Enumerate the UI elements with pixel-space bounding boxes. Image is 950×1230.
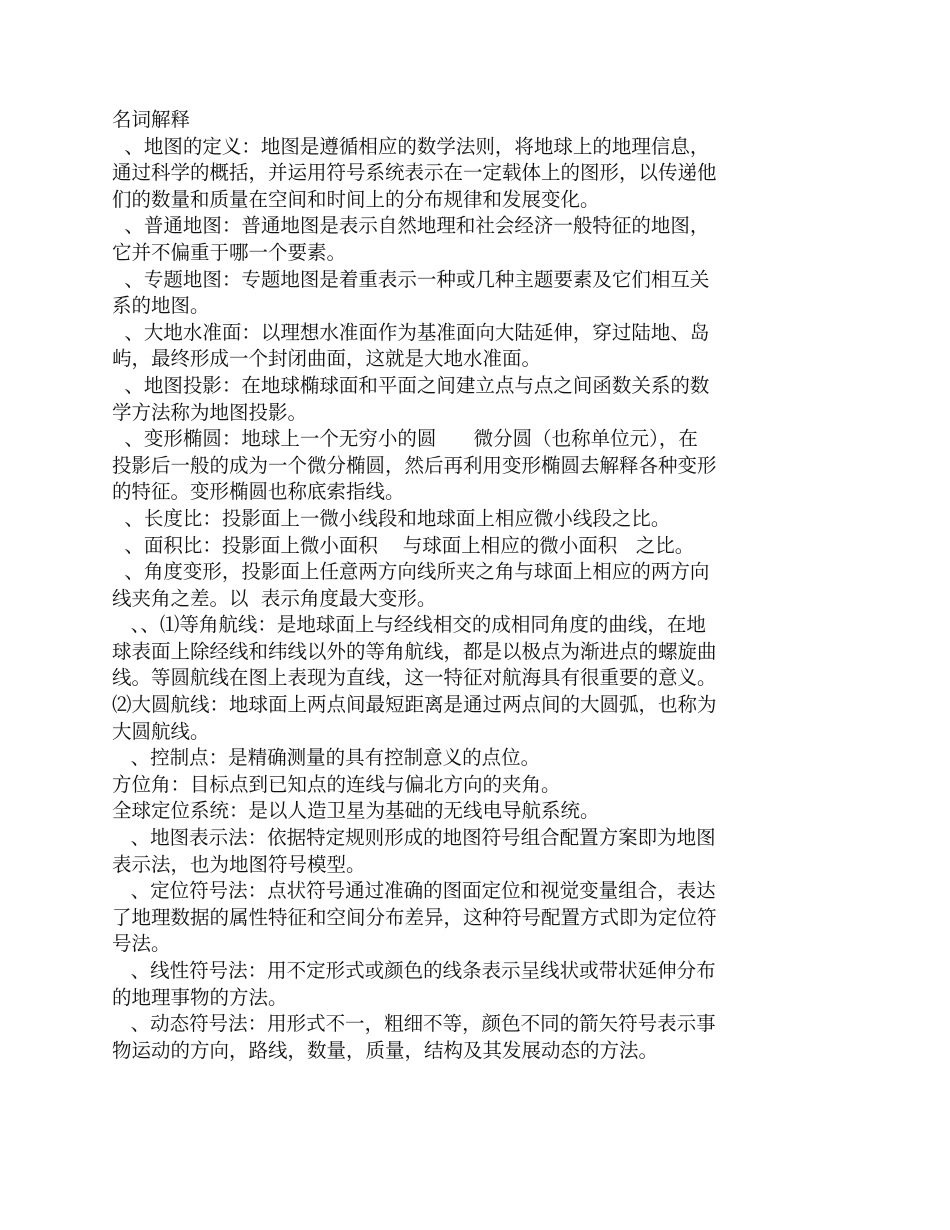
doc-line: ⑵大圆航线：地球面上两点间最短距离是通过两点间的大圆弧，也称为 (112, 693, 717, 717)
doc-line: 的地理事物的方法。 (112, 985, 288, 1009)
doc-line: 、定位符号法：点状符号通过准确的图面定位和视觉变量组合，表达 (112, 879, 716, 903)
document-page (112, 107, 836, 1064)
doc-line: 了地理数据的属性特征和空间分布差异，这种符号配置方式即为定位符 (112, 905, 717, 929)
doc-line: 们的数量和质量在空间和时间上的分布规律和发展变化。 (112, 187, 600, 211)
doc-line: 系的地图。 (112, 294, 210, 318)
doc-line: 球表面上除经线和纬线以外的等角航线，都是以极点为渐进点的螺旋曲 (112, 639, 717, 663)
doc-line: 、角度变形，投影面上任意两方向线所夹之角与球面上相应的两方向 (112, 560, 710, 584)
doc-line: 表示法，也为地图符号模型。 (112, 852, 366, 876)
doc-line: 全球定位系统：是以人造卫星为基础的无线电导航系统。 (112, 799, 600, 823)
doc-line: 、动态符号法：用形式不一，粗细不等，颜色不同的箭矢符号表示事 (112, 1012, 716, 1036)
doc-line: 线。等圆航线在图上表现为直线，这一特征对航海具有很重要的意义。 (112, 666, 717, 690)
doc-line: 大圆航线。 (112, 719, 210, 743)
doc-line: 投影后一般的成为一个微分椭圆，然后再利用变形椭圆去解释各种变形 (112, 453, 717, 477)
doc-line: 、大地水准面：以理想水准面作为基准面向大陆延伸，穿过陆地、岛 (112, 320, 710, 344)
doc-line: 、变形椭圆：地球上一个无穷小的圆 微分圆（也称单位元），在 (112, 427, 698, 451)
doc-line: 、长度比：投影面上一微小线段和地球面上相应微小线段之比。 (112, 506, 671, 530)
doc-line: 、、⑴等角航线：是地球面上与经线相交的成相同角度的曲线，在地 (112, 613, 706, 637)
doc-line: 通过科学的概括，并运用符号系统表示在一定载体上的图形，以传递他 (112, 161, 717, 185)
doc-line: 、控制点：是精确测量的具有控制意义的点位。 (112, 746, 541, 770)
doc-line: 屿，最终形成一个封闭曲面，这就是大地水准面。 (112, 347, 542, 371)
doc-line: 、地图投影：在地球椭球面和平面之间建立点与点之间函数关系的数 (112, 373, 710, 397)
doc-line: 线夹角之差。以 表示角度最大变形。 (112, 586, 437, 610)
doc-line: 、线性符号法：用不定形式或颜色的线条表示呈线状或带状延伸分布 (112, 959, 716, 982)
doc-line: 、地图的定义：地图是遵循相应的数学法则，将地球上的地理信息， (112, 134, 710, 158)
doc-line: 方位角：目标点到已知点的连线与偏北方向的夹角。 (112, 772, 561, 796)
doc-line: 的特征。变形椭圆也称底索指线。 (112, 480, 405, 504)
doc-line: 、地图表示法：依据特定规则形成的地图符号组合配置方案即为地图 (112, 826, 716, 850)
doc-line: 它并不偏重于哪一个要素。 (112, 240, 347, 264)
doc-heading: 名词解释 (112, 108, 191, 131)
doc-line: 、专题地图：专题地图是着重表示一种或几种主题要素及它们相互关 (112, 267, 710, 291)
doc-line: 、面积比：投影面上微小面积 与球面上相应的微小面积 之比。 (112, 533, 695, 557)
doc-line: 号法。 (112, 932, 171, 956)
doc-line: 学方法称为地图投影。 (112, 400, 308, 424)
doc-line: 、普通地图：普通地图是表示自然地理和社会经济一般特征的地图， (112, 214, 710, 238)
doc-line: 物运动的方向，路线，数量，质量，结构及其发展动态的方法。 (112, 1038, 659, 1062)
